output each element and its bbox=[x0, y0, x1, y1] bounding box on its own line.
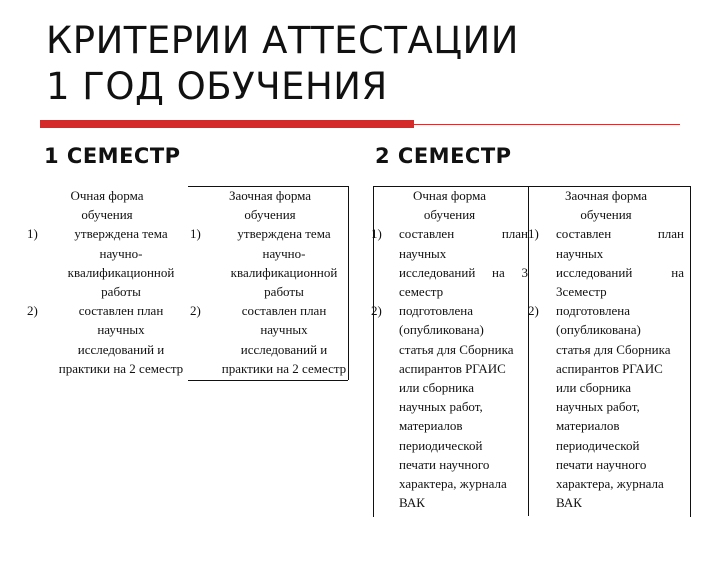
column-header: Очная форма обучения bbox=[412, 188, 487, 223]
semester-2-heading: 2 СЕМЕСТР bbox=[375, 144, 512, 168]
criteria-list bbox=[27, 224, 187, 378]
semester-2-full-time-column bbox=[371, 186, 528, 564]
list-item: 2) составлен план научных исследований и практики на 2 семестр bbox=[190, 303, 347, 376]
criteria-list bbox=[528, 224, 684, 512]
list-item: 1) составлен план научных исследований на 3 семестр bbox=[371, 226, 528, 300]
title-accent-bar bbox=[40, 120, 414, 128]
semester-1-full-time-column bbox=[27, 186, 187, 564]
slide-title-line-1: КРИТЕРИИ АТТЕСТАЦИИ bbox=[46, 19, 519, 62]
column-header: Заочная форма обучения bbox=[228, 188, 312, 223]
list-item: 1) утверждена тема научно- квалификационной работы bbox=[190, 226, 338, 300]
slide-title-line-2: 1 ГОД ОБУЧЕНИЯ bbox=[46, 65, 388, 108]
semester-1-heading: 1 СЕМЕСТР bbox=[44, 144, 181, 168]
list-item: 1) составлен план научных исследований на 3семестр bbox=[528, 226, 684, 300]
list-item: 2) подготовлена (опубликована) статья для Сборника аспирантов РГАИС или сборника научных работ, материалов периодической печати научного характера, журнала ВАК bbox=[528, 303, 671, 511]
criteria-list bbox=[371, 224, 528, 512]
semester-2-part-time-column bbox=[528, 186, 684, 564]
list-item: 2) подготовлена (опубликована) статья для Сборника аспирантов РГАИС или сборника научных работ, материалов периодической печати научного характера, журнала ВАК bbox=[371, 303, 514, 511]
list-item: 2) составлен план научных исследований и практики на 2 семестр bbox=[27, 303, 184, 376]
semester-1-part-time-column bbox=[190, 186, 350, 564]
slide-title bbox=[46, 18, 519, 110]
list-item: 1) утверждена тема научно- квалификационной работы bbox=[27, 226, 175, 300]
column-header: Заочная форма обучения bbox=[564, 188, 648, 223]
column-header: Очная форма обучения bbox=[70, 188, 144, 223]
title-accent-line bbox=[414, 124, 680, 125]
criteria-list bbox=[190, 224, 350, 378]
